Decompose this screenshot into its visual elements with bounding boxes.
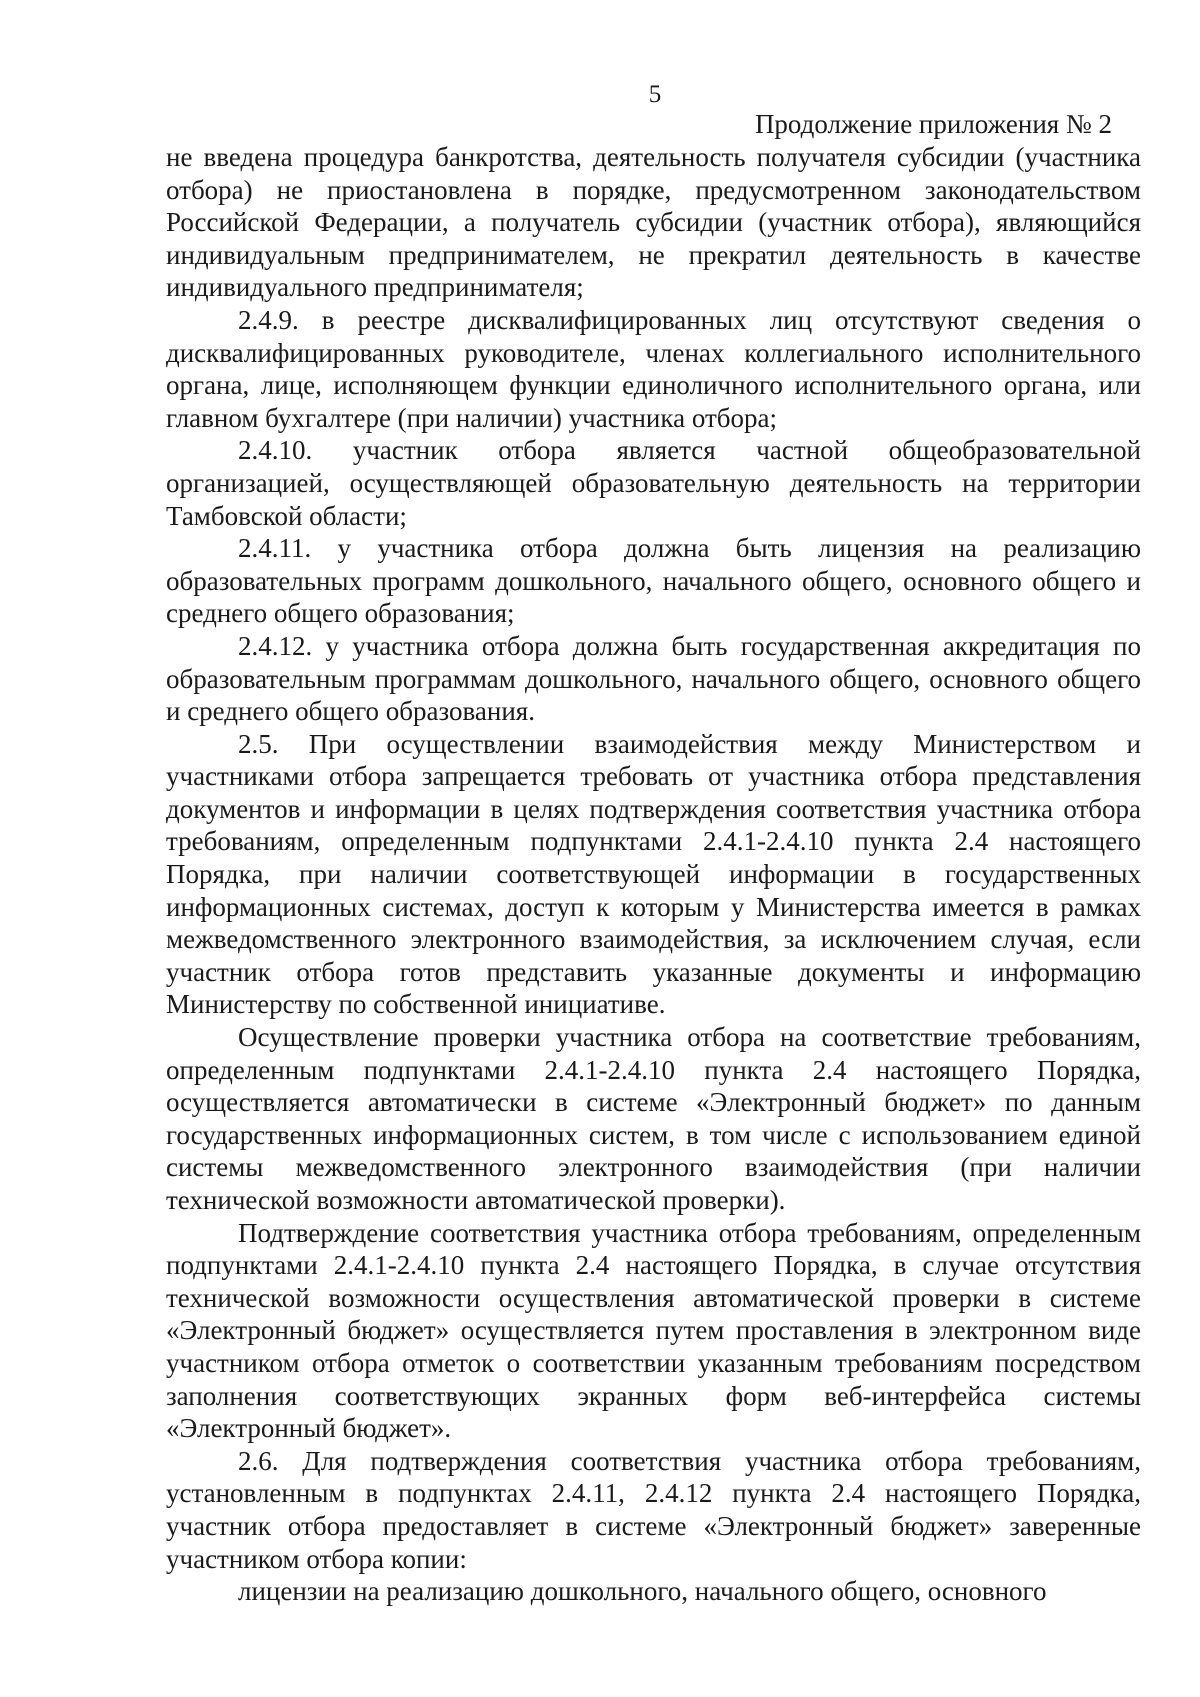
paragraph-2-6: 2.6. Для подтверждения соответствия участника отбора требованиям, установленным в подпунктах 2.4.11, 2.4.12 пункта 2.4 настоящего Порядка, участник отбора предоставляет в системе «Электронный бюджет» заверенные участником отбора копии: — [166, 1445, 1141, 1574]
paragraph-2-5: 2.5. При осуществлении взаимодействия между Министерством и участниками отбора запрещается требовать от участника отбора представления документов и информации в целях подтверждения соответствия участника отбора требованиям, определенным подпунктами 2.4.1-2.4.10 пункта 2.4 настоящего Порядка, при наличии соответствующей информации в государственных информационных системах, доступ к которым у Министерства имеется в рамках межведомственного электронного взаимодействия, за исключением случая, если участник отбора готов представить указанные документы и информацию Министерству по собственной инициативе. — [166, 728, 1141, 1020]
page-number: 5 — [648, 81, 662, 108]
paragraph-continuation: не введена процедура банкротства, деятельность получателя субсидии (участника отбора) не приостановлена в порядке, предусмотренном законодательством Российской Федерации, а получатель субсидии (участник отбора), являющийся индивидуальным предпринимателем, не прекратил деятельность в качестве индивидуального предпринимателя; — [166, 142, 1141, 303]
paragraph-2-4-11: 2.4.11. у участника отбора должна быть лицензия на реализацию образовательных программ дошкольного, начального общего, основного общего и среднего общего образования; — [166, 533, 1141, 629]
paragraph-automatic-check: Осуществление проверки участника отбора на соответствие требованиям, определенным подпунктами 2.4.1-2.4.10 пункта 2.4 настоящего Порядка, осуществляется автоматически в системе «Электронный бюджет» по данным государственных информационных систем, в том числе с использованием единой системы межведомственного электронного взаимодействия (при наличии технической возможности автоматической проверки). — [166, 1022, 1141, 1215]
appendix-continuation-note: Продолжение приложения № 2 — [754, 109, 1112, 139]
paragraph-2-4-10: 2.4.10. участник отбора является частной общеобразовательной организацией, осуществляющей образовательную деятельность на территории Тамбовской области; — [166, 435, 1141, 531]
paragraph-2-4-12: 2.4.12. у участника отбора должна быть государственная аккредитация по образовательным программам дошкольного, начального общего, основного общего и среднего общего образования. — [166, 630, 1141, 727]
paragraph-license-list-item: лицензии на реализацию дошкольного, начального общего, основного — [238, 1576, 1047, 1607]
paragraph-2-4-9: 2.4.9. в реестре дисквалифицированных лиц отсутствуют сведения о дисквалифицированных руководителе, членах коллегиального исполнительного органа, лице, исполняющем функции единоличного исполнительного органа, или главном бухгалтере (при наличии) участника отбора; — [166, 304, 1141, 433]
document-body — [166, 141, 1141, 1608]
paragraph-confirmation: Подтверждение соответствия участника отбора требованиям, определенным подпунктами 2.4.1-2.4.10 пункта 2.4 настоящего Порядка, в случае отсутствия технической возможности осуществления автоматической проверки в системе «Электронный бюджет» осуществляется путем проставления в электронном виде участником отбора отметок о соответствии указанным требованиям посредством заполнения соответствующих экранных форм веб-интерфейса системы «Электронный бюджет». — [166, 1217, 1141, 1444]
